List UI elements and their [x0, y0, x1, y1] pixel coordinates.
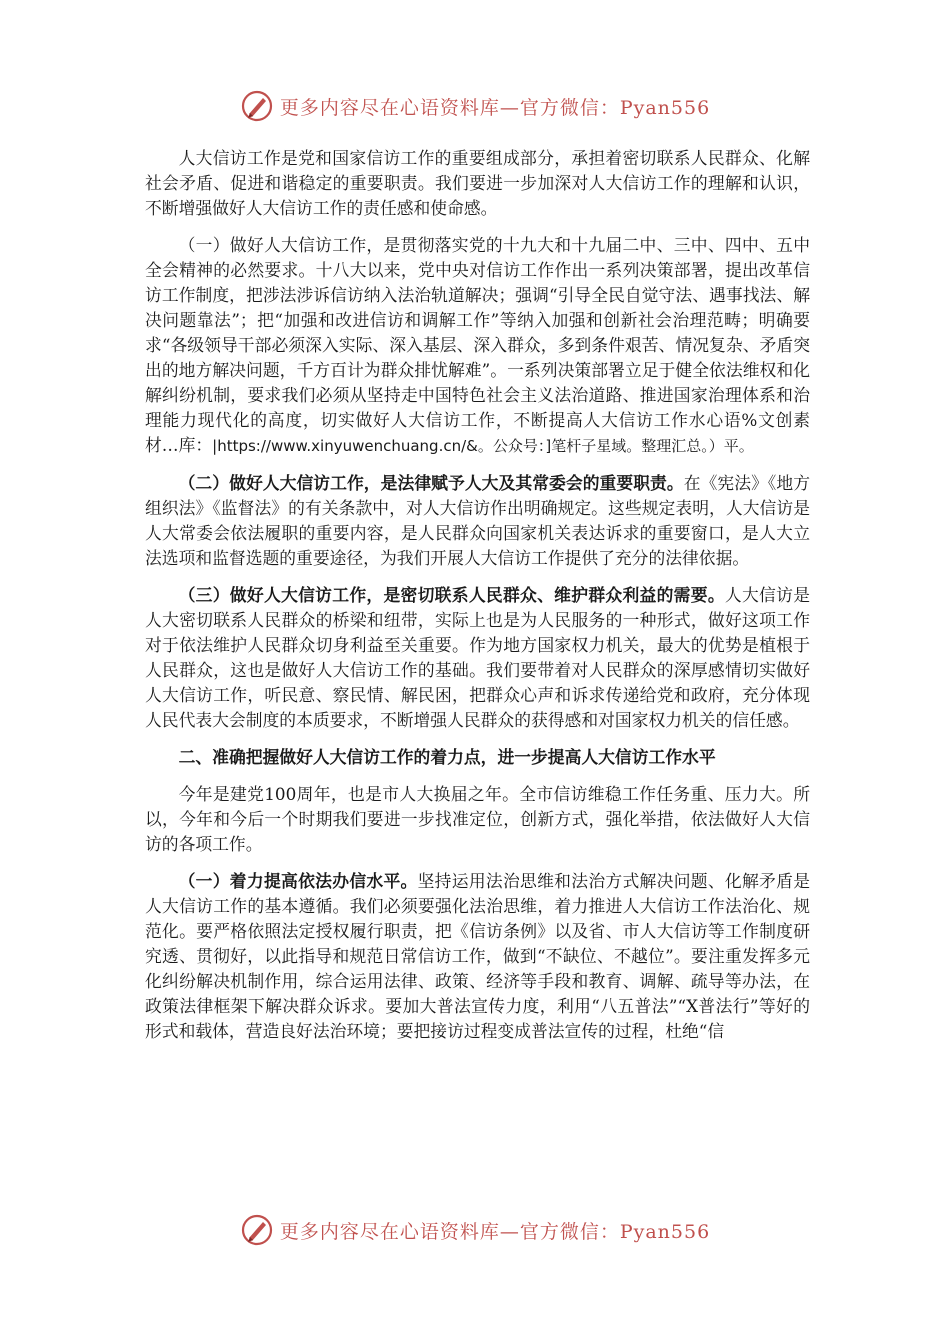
paragraph-2-body: 在《宪法》《地方组织法》《监督法》的有关条款中，对人大信访作出明确规定。这些规定表明，人大信访是人大常委会依法履职的重要内容，是人民群众向国家机关表达诉求的重要窗口，是人大立法选项和监督选题的重要途径，为我们开展人大信访工作提供了充分的法律依据。 — [145, 473, 810, 568]
document-body — [145, 146, 810, 1056]
paragraph-2-lead: （二）做好人大信访工作，是法律赋予人大及其常委会的重要职责。 — [178, 473, 684, 493]
paragraph-3-body: 人大信访是人大密切联系人民群众的桥梁和纽带，实际上也是为人民服务的一种形式，做好这项工作对于依法维护人民群众切身利益至关重要。作为地方国家权力机关，最大的优势是植根于人民群众，这也是做好人大信访工作的基础。我们要带着对人民群众的深厚感情切实做好人大信访工作，听民意、察民情、解民困，把群众心声和诉求传递给党和政府，充分体现人民代表大会制度的本质要求，不断增强人民群众的获得感和对国家权力机关的信任感。 — [145, 585, 810, 730]
section-heading-2: 二、准确把握做好人大信访工作的着力点，进一步提高人大信访工作水平 — [178, 747, 716, 767]
paragraph-5-body: 坚持运用法治思维和法治方式解决问题、化解矛盾是人大信访工作的基本遵循。我们必须要强化法治思维，着力推进人大信访工作法治化、规范化。要严格依照法定授权履行职责，把《信访条例》以及省、市人大信访等工作制度研究透、贯彻好，以此指导和规范日常信访工作，做到“不缺位、不越位”。要注重发挥多元化纠纷解决机制作用，综合运用法律、政策、经济等手段和教育、调解、疏导等办法，在政策法律框架下解决群众诉求。要加大普法宣传力度，利用“八五普法”“X普法行”等好的形式和载体，营造良好法治环境；要把接访过程变成普法宣传的过程，杜绝“信 — [145, 871, 810, 1041]
pen-logo-icon — [240, 89, 274, 123]
footer-watermark — [0, 1208, 950, 1252]
paragraph-1-link: |https://www.xinyuwenchuang.cn/&。公众号：]笔杆子星域。整理汇总。）平。 — [212, 437, 754, 455]
paragraph-3 — [145, 583, 810, 733]
paragraph-2 — [145, 471, 810, 571]
paragraph-1-lead: （一）做好人大信访工作，是贯彻落实党的十九大和十九届二中、三中、四中、五中全会精神的必然要求。 — [145, 235, 810, 280]
watermark-text: 更多内容尽在心语资料库—官方微信：Pyan556 — [279, 1220, 711, 1243]
paragraph-5 — [145, 869, 810, 1044]
paragraph-3-lead: （三）做好人大信访工作，是密切联系人民群众、维护群众利益的需要。 — [178, 585, 725, 605]
watermark-text: 更多内容尽在心语资料库—官方微信：Pyan556 — [279, 96, 711, 119]
header-watermark — [0, 84, 950, 128]
paragraph-1-body: 十八大以来，党中央对信访工作作出一系列决策部署，提出改革信访工作制度，把涉法涉诉信访纳入法治轨道解决；强调“引导全民自觉守法、遇事找法、解决问题靠法”；把“加强和改进信访和调解工作”等纳入加强和创新社会治理范畴；明确要求“各级领导干部必须深入实际、深入基层、深入群众，多到条件艰苦、情况复杂、矛盾突出的地方解决问题，千方百计为群众排忧解难”。一系列决策部署立足于健全依法维权和化解纠纷机制，要求我们必须从坚持走中国特色社会主义法治道路、推进国家治理体系和治理能力现代化的高度，切实做好人大信访工作，不断提高人大信访工作水心语%文创素材…库： — [145, 260, 810, 455]
paragraph-5-lead: （一）着力提高依法办信水平。 — [178, 871, 418, 891]
paragraph-1 — [145, 233, 810, 459]
pen-logo-icon — [240, 1213, 274, 1247]
paragraph-4: 今年是建党100周年，也是市人大换届之年。全市信访维稳工作任务重、压力大。所以，今年和今后一个时期我们要进一步找准定位，创新方式，强化举措，依法做好人大信访的各项工作。 — [145, 784, 810, 854]
paragraph-intro: 人大信访工作是党和国家信访工作的重要组成部分，承担着密切联系人民群众、化解社会矛盾、促进和谐稳定的重要职责。我们要进一步加深对人大信访工作的理解和认识，不断增强做好人大信访工作的责任感和使命感。 — [145, 148, 810, 218]
